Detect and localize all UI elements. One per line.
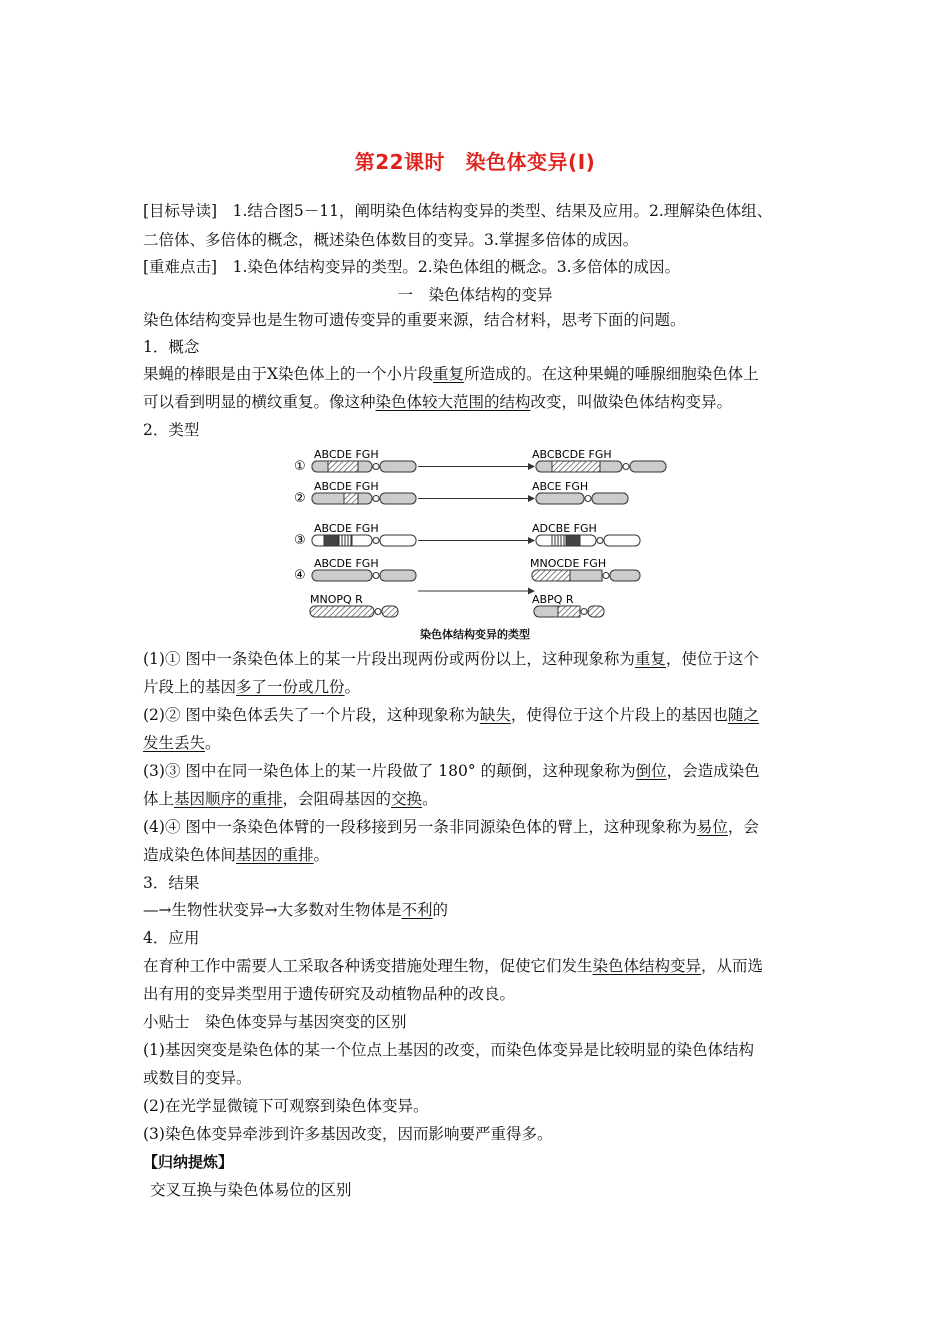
text-span: 体上 bbox=[143, 790, 175, 808]
arrow-head bbox=[528, 495, 535, 502]
item-3-line-1 bbox=[143, 761, 760, 781]
text-span: 的 bbox=[432, 901, 449, 919]
chromosome bbox=[536, 493, 628, 504]
marker-3: ③ bbox=[294, 533, 306, 548]
chromosome-variation-figure bbox=[290, 446, 670, 626]
answer-blank: 随之 bbox=[727, 706, 759, 724]
arrow-head bbox=[528, 463, 535, 470]
chromosome bbox=[312, 493, 416, 504]
application-line-2: 出有用的变异类型用于遗传研究及动植物品种的改良。 bbox=[143, 985, 516, 1003]
text-span: 。 bbox=[313, 846, 330, 864]
text-span: ，从而选 bbox=[701, 957, 764, 975]
text-span: 改变，叫做染色体结构变异。 bbox=[530, 393, 733, 411]
text-span: (1)① 图中一条染色体上的某一片段出现两份或两份以上，这种现象称为 bbox=[143, 650, 635, 668]
text-span: 造成染色体间 bbox=[143, 846, 237, 864]
chromosome bbox=[310, 606, 398, 617]
text-span: ，会造成染色 bbox=[666, 762, 760, 780]
marker-2: ② bbox=[294, 491, 306, 506]
concept-heading: 1．概念 bbox=[143, 338, 200, 356]
answer-blank: 基因顺序的重排 bbox=[174, 790, 283, 808]
text-span: 片段上的基因 bbox=[143, 678, 237, 696]
tip-line-2: 或数目的变异。 bbox=[143, 1069, 252, 1087]
goals-line-2: 二倍体、多倍体的概念，概述染色体数目的变异。3.掌握多倍体的成因。 bbox=[143, 231, 639, 249]
summary-subheading: 交叉互换与染色体易位的区别 bbox=[150, 1181, 352, 1199]
text-span: (2)② 图中染色体丢失了一个片段，这种现象称为 bbox=[143, 706, 480, 724]
chromosome bbox=[536, 535, 640, 546]
answer-blank: 倒位 bbox=[635, 762, 667, 780]
goals-text-1: 1.结合图5－11，阐明染色体结构变异的类型、结果及应用。2.理解染色体组、 bbox=[232, 202, 773, 220]
text-span: ，使得位于这个片段上的基因也 bbox=[510, 706, 728, 724]
application-heading: 4．应用 bbox=[143, 929, 200, 947]
tip-line-1: (1)基因突变是染色体的某一个位点上基因的改变，而染色体变异是比较明显的染色体结构 bbox=[143, 1041, 754, 1059]
left-gene-label: MNOPQ R bbox=[310, 593, 363, 606]
right-gene-label: ADCBE FGH bbox=[532, 522, 597, 535]
answer-blank: 交换 bbox=[391, 790, 423, 808]
chromosome bbox=[312, 570, 416, 581]
result-heading: 3．结果 bbox=[143, 874, 200, 892]
application-line-1 bbox=[143, 956, 763, 976]
right-gene-label: MNOCDE FGH bbox=[530, 557, 607, 570]
left-gene-label: ABCDE FGH bbox=[314, 522, 379, 535]
item-2-line-2 bbox=[143, 733, 221, 753]
section-heading: 一 染色体结构的变异 bbox=[397, 286, 553, 304]
chromosome bbox=[532, 570, 640, 581]
item-1-line-2 bbox=[143, 677, 360, 697]
left-gene-label: ABCDE FGH bbox=[314, 480, 379, 493]
text-span: (3)③ 图中在同一染色体上的某一片段做了 180° 的颠倒，这种现象称为 bbox=[143, 762, 636, 780]
answer-blank: 不利 bbox=[401, 901, 433, 919]
summary-heading: 【归纳提炼】 bbox=[143, 1153, 234, 1171]
answer-blank: 基因的重排 bbox=[236, 846, 314, 864]
text-span: 。 bbox=[422, 790, 438, 808]
focus-text: 1.染色体结构变异的类型。2.染色体组的概念。3.多倍体的成因。 bbox=[232, 258, 680, 276]
item-1-line-1 bbox=[143, 649, 759, 669]
right-gene-label: ABCE FGH bbox=[532, 480, 589, 493]
chromosome bbox=[312, 535, 416, 546]
tip-line-3: (2)在光学显微镜下可观察到染色体变异。 bbox=[143, 1097, 429, 1115]
tip-line-4: (3)染色体变异牵涉到许多基因改变，因而影响要严重得多。 bbox=[143, 1125, 553, 1143]
concept-line-1 bbox=[143, 364, 759, 384]
text-span: ，会 bbox=[727, 818, 759, 836]
figure-caption: 染色体结构变异的类型 bbox=[420, 628, 530, 641]
answer-blank: 易位 bbox=[696, 818, 728, 836]
result-line bbox=[143, 900, 448, 920]
answer-blank: 染色体较大范围的结构 bbox=[375, 393, 531, 411]
answer-blank: 多了一份或几份 bbox=[236, 678, 345, 696]
text-span: (4)④ 图中一条染色体臂的一段移接到另一条非同源染色体的臂上，这种现象称为 bbox=[143, 818, 697, 836]
chromosome bbox=[536, 461, 666, 472]
marker-4: ④ bbox=[294, 568, 306, 583]
page-title: 第22课时 染色体变异(Ⅰ) bbox=[354, 150, 596, 174]
focus-line bbox=[143, 257, 680, 277]
left-gene-label: ABCDE FGH bbox=[314, 557, 379, 570]
marker-1: ① bbox=[294, 459, 306, 474]
goals-label: [目标导读] bbox=[143, 202, 218, 220]
right-gene-label: ABCBCDE FGH bbox=[532, 448, 612, 461]
text-span: 所造成的。在这种果蝇的唾腺细胞染色体上 bbox=[464, 365, 759, 383]
text-span: ，会阻碍基因的 bbox=[282, 790, 392, 808]
text-span: —→生物性状变异→大多数对生物体是 bbox=[143, 901, 402, 919]
tip-heading: 小贴士 染色体变异与基因突变的区别 bbox=[143, 1013, 407, 1031]
answer-blank: 发生丢失 bbox=[143, 734, 206, 752]
left-gene-label: ABCDE FGH bbox=[314, 448, 379, 461]
item-4-line-2 bbox=[143, 845, 329, 865]
answer-blank: 缺失 bbox=[479, 706, 511, 724]
item-3-line-2 bbox=[143, 789, 438, 809]
section-intro: 染色体结构变异也是生物可遗传变异的重要来源，结合材料，思考下面的问题。 bbox=[143, 311, 686, 329]
right-gene-label: ABPQ R bbox=[532, 593, 574, 606]
text-span: 可以看到明显的横纹重复。像这种 bbox=[143, 393, 376, 411]
answer-blank: 重复 bbox=[634, 650, 666, 668]
answer-blank: 重复 bbox=[433, 365, 465, 383]
text-span: 。 bbox=[344, 678, 361, 696]
chromosome bbox=[312, 461, 416, 472]
chromosome bbox=[534, 606, 604, 617]
text-span: 在育种工作中需要人工采取各种诱变措施处理生物，促使它们发生 bbox=[143, 957, 593, 975]
answer-blank: 染色体结构变异 bbox=[592, 957, 702, 975]
item-4-line-1 bbox=[143, 817, 759, 837]
item-2-line-1 bbox=[143, 705, 759, 725]
arrow-head bbox=[528, 537, 535, 544]
focus-label: [重难点击] bbox=[143, 258, 218, 276]
text-span: 。 bbox=[205, 734, 221, 752]
text-span: ，使位于这个 bbox=[665, 650, 759, 668]
text-span: 果蝇的棒眼是由于X染色体上的一个小片段 bbox=[143, 365, 434, 383]
concept-line-2 bbox=[143, 392, 732, 412]
types-heading: 2．类型 bbox=[143, 421, 200, 439]
goals-line-1 bbox=[143, 201, 772, 221]
